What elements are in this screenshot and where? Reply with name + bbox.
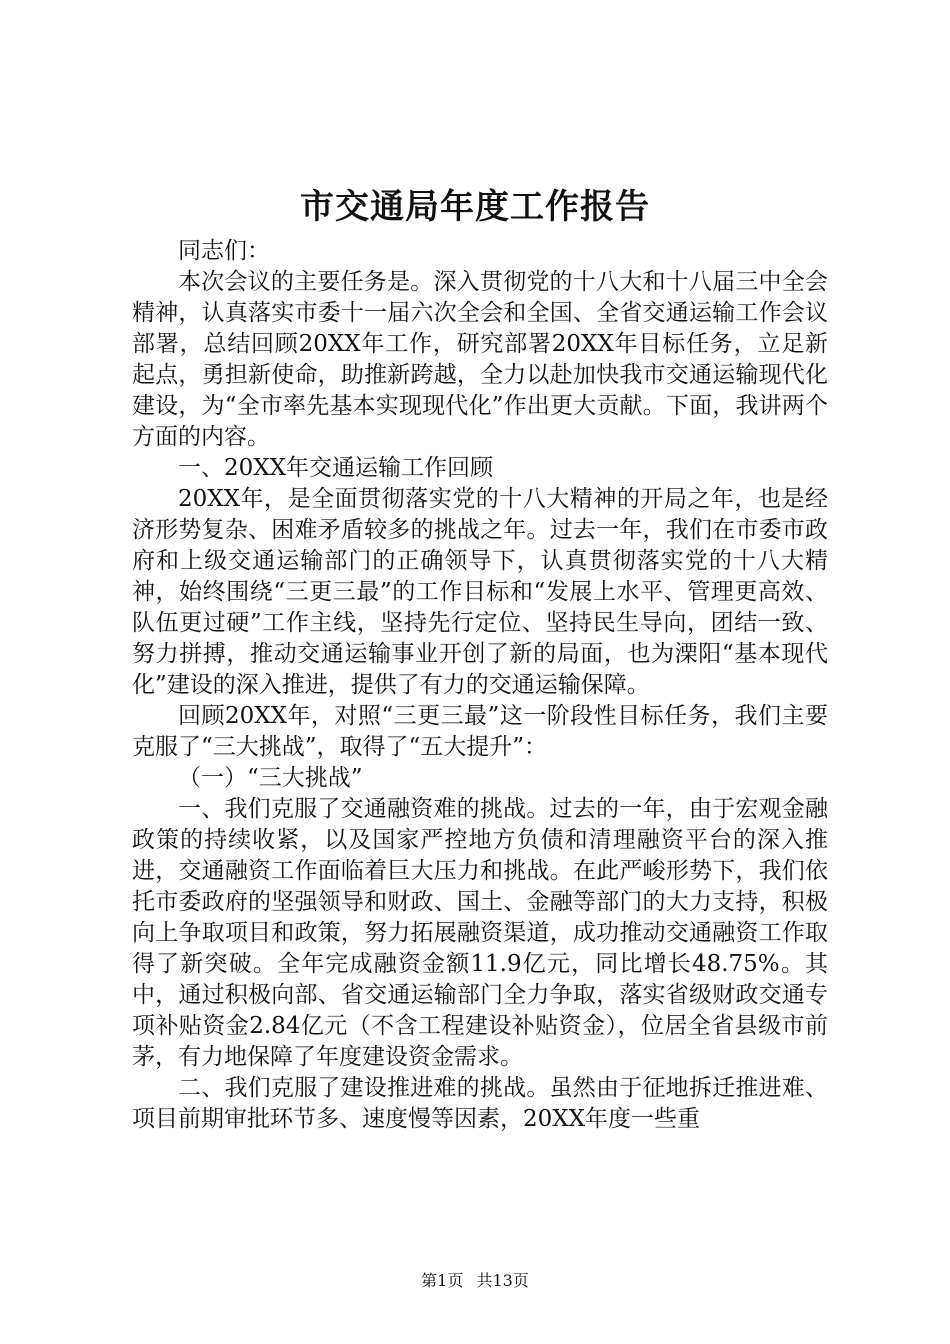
paragraph-intro: 本次会议的主要任务是。深入贯彻党的十八大和十八届三中全会精神，认真落实市委十一届六次全会和全国、全省交通运输工作会议部署，总结回顾20XX年工作，研究部署20XX年目标任务，立足新起点，勇担新使命，助推新跨越，全力以赴加快我市交通运输现代化建设，为“全市率先基本实现现代化”作出更大贡献。下面，我讲两个方面的内容。 bbox=[132, 269, 828, 450]
page-total: 共13页 bbox=[476, 1271, 529, 1290]
subsection-heading-challenges: （一）“三大挑战” bbox=[178, 765, 363, 791]
document-body bbox=[132, 236, 828, 1135]
paragraph-challenge-construction: 二、我们克服了建设推进难的挑战。虽然由于征地拆迁推进难、项目前期审批环节多、速度慢等因素，20XX年度一些重 bbox=[132, 1075, 828, 1132]
document-title: 市交通局年度工作报告 bbox=[300, 187, 650, 227]
paragraph-review-summary: 回顾20XX年，对照“三更三最”这一阶段性目标任务，我们主要克服了“三大挑战”，取得了“五大提升”： bbox=[132, 703, 828, 760]
section-heading-review: 一、20XX年交通运输工作回顾 bbox=[178, 455, 494, 481]
paragraph-challenge-financing: 一、我们克服了交通融资难的挑战。过去的一年，由于宏观金融政策的持续收紧，以及国家严控地方负债和清理融资平台的深入推进，交通融资工作面临着巨大压力和挑战。在此严峻形势下，我们依托市委政府的坚强领导和财政、国土、金融等部门的大力支持，积极向上争取项目和政策，努力拓展融资渠道，成功推动交通融资工作取得了新突破。全年完成融资金额11.9亿元，同比增长48.75%。其中，通过积极向部、省交通运输部门全力争取，落实省级财政交通专项补贴资金2.84亿元（不含工程建设补贴资金），位居全省县级市前茅，有力地保障了年度建设资金需求。 bbox=[132, 796, 828, 1070]
paragraph-review-overview: 20XX年，是全面贯彻落实党的十八大精神的开局之年，也是经济形势复杂、困难矛盾较多的挑战之年。过去一年，我们在市委市政府和上级交通运输部门的正确领导下，认真贯彻落实党的十八大精神，始终围绕“三更三最”的工作目标和“发展上水平、管理更高效、队伍更过硬”工作主线，坚持先行定位、坚持民生导向，团结一致、努力拼搏，推动交通运输事业开创了新的局面，也为溧阳“基本现代化”建设的深入推进，提供了有力的交通运输保障。 bbox=[132, 486, 828, 698]
page-number: 第1页 bbox=[421, 1271, 464, 1290]
page-footer bbox=[0, 1271, 950, 1291]
paragraph-salutation: 同志们： bbox=[178, 238, 270, 264]
